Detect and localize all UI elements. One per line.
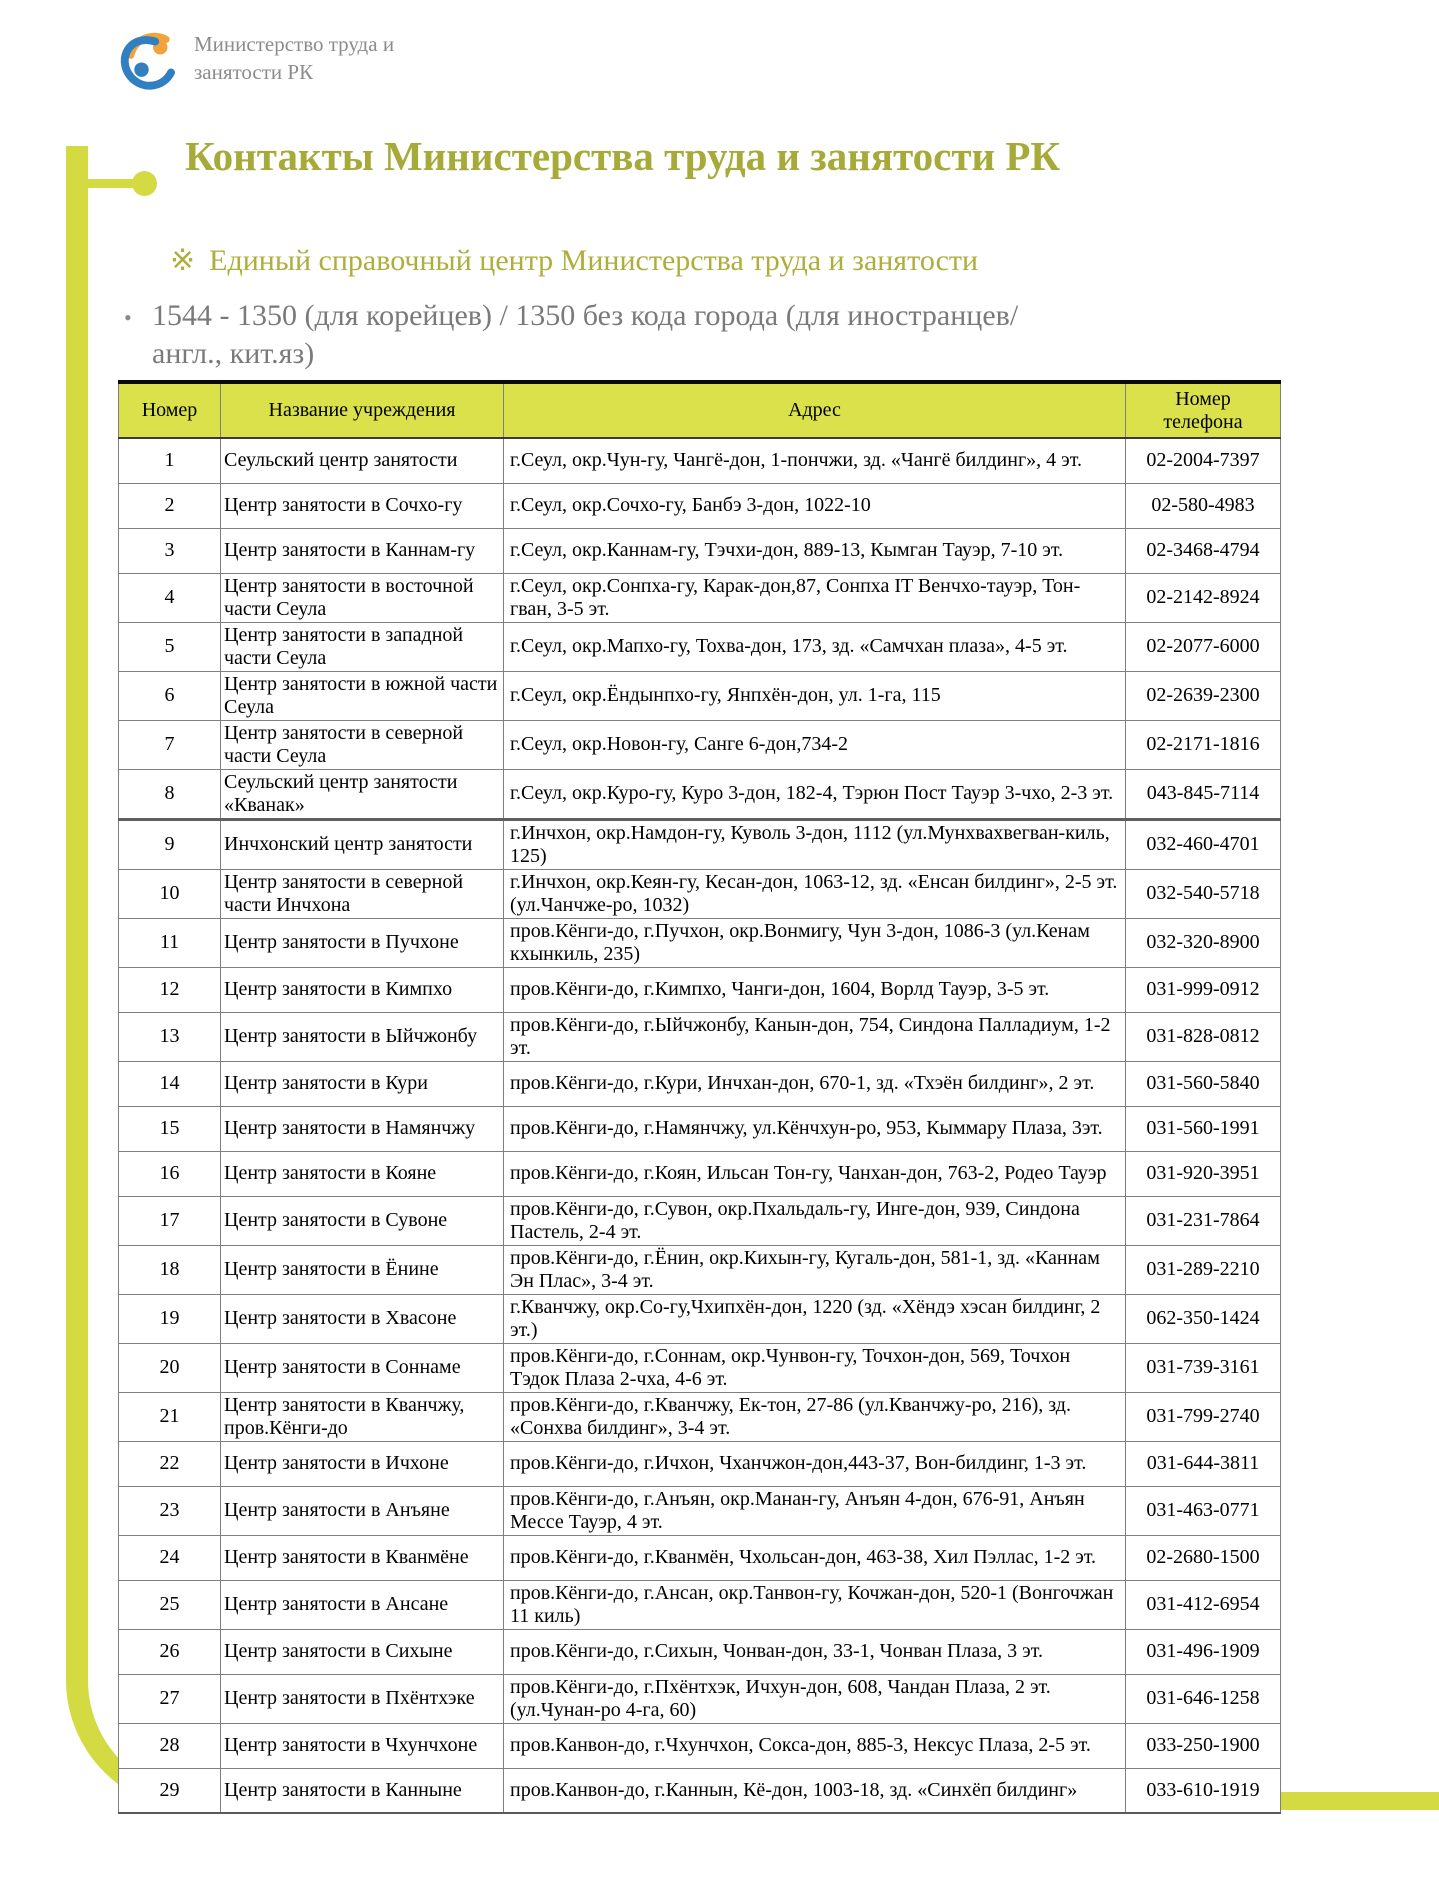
cell-phone: 062-350-1424 [1126,1294,1281,1343]
cell-number: 28 [119,1723,221,1768]
table-row [119,1245,1281,1294]
cell-phone: 02-2171-1816 [1126,720,1281,769]
table-row [119,1196,1281,1245]
cell-address: пров.Кёнги-до, г.Соннам, окр.Чунвон-гу, Точхон-дон, 569, Точхон Тэдок Плаза 2-чха, 4-6 эт. [504,1343,1126,1392]
subtitle [170,243,1320,278]
cell-name: Центр занятости в северной части Инчхона [221,869,504,918]
cell-phone: 031-231-7864 [1126,1196,1281,1245]
cell-address: пров.Кёнги-до, г.Коян, Ильсан Тон-гу, Чанхан-дон, 763-2, Родео Тауэр [504,1151,1126,1196]
table-row [119,769,1281,819]
table-row [119,622,1281,671]
cell-address: г.Сеул, окр.Ёндынпхо-гу, Янпхён-дон, ул. 1-га, 115 [504,671,1126,720]
cell-phone: 031-463-0771 [1126,1486,1281,1535]
table-row [119,1723,1281,1768]
cell-number: 14 [119,1061,221,1106]
cell-name: Центр занятости в Пучхоне [221,918,504,967]
cell-phone: 02-3468-4794 [1126,528,1281,573]
cell-phone: 043-845-7114 [1126,769,1281,819]
cell-phone: 032-320-8900 [1126,918,1281,967]
table-row [119,1012,1281,1061]
cell-number: 23 [119,1486,221,1535]
cell-name: Центр занятости в западной части Сеула [221,622,504,671]
cell-phone: 031-560-5840 [1126,1061,1281,1106]
cell-address: г.Инчхон, окр.Намдон-гу, Куволь 3-дон, 1112 (ул.Мунхвахвегван-киль, 125) [504,819,1126,869]
table-row [119,1106,1281,1151]
cell-address: г.Сеул, окр.Чун-гу, Чангё-дон, 1-пончжи, зд. «Чангё билдинг», 4 эт. [504,438,1126,483]
cell-name: Центр занятости в Кванчжу, пров.Кёнги-до [221,1392,504,1441]
cell-phone: 031-560-1991 [1126,1106,1281,1151]
table-row [119,967,1281,1012]
table-row [119,1441,1281,1486]
table-row [119,720,1281,769]
cell-number: 7 [119,720,221,769]
cell-name: Центр занятости в Пхёнтхэке [221,1674,504,1723]
cell-phone: 031-739-3161 [1126,1343,1281,1392]
cell-number: 1 [119,438,221,483]
cell-phone: 02-2142-8924 [1126,573,1281,622]
cell-number: 24 [119,1535,221,1580]
cell-phone: 032-460-4701 [1126,819,1281,869]
cell-address: г.Сеул, окр.Сонпха-гу, Карак-дон,87, Сонпха IT Венчхо-тауэр, Тон-гван, 3-5 эт. [504,573,1126,622]
cell-address: пров.Кёнги-до, г.Намянчжу, ул.Кёнчхун-ро, 953, Кыммару Плаза, 3эт. [504,1106,1126,1151]
cell-name: Центр занятости в Анъяне [221,1486,504,1535]
cell-name: Центр занятости в Ёнине [221,1245,504,1294]
cell-address: пров.Кёнги-до, г.Кванмён, Чхольсан-дон, 463-38, Хил Пэллас, 1-2 эт. [504,1535,1126,1580]
column-header-phone: Номер телефона [1126,382,1281,438]
cell-name: Центр занятости в Сочхо-гу [221,483,504,528]
cell-name: Центр занятости в Ансане [221,1580,504,1629]
cell-address: пров.Кёнги-до, г.Пхёнтхэк, Ичхун-дон, 608, Чандан Плаза, 2 эт. (ул.Чунан-ро 4-га, 60) [504,1674,1126,1723]
hotline-text: 1544 - 1350 (для корейцев) / 1350 без кода города (для иностранцев/ англ., кит.яз) [152,299,1019,370]
cell-address: пров.Кёнги-до, г.Анъян, окр.Манан-гу, Анъян 4-дон, 676-91, Анъян Мессе Тауэр, 4 эт. [504,1486,1126,1535]
cell-address: пров.Кёнги-до, г.Ёнин, окр.Кихын-гу, Кугаль-дон, 581-1, зд. «Каннам Эн Плас», 3-4 эт. [504,1245,1126,1294]
cell-address: пров.Кёнги-до, г.Ичхон, Чханчжон-дон,443-37, Вон-билдинг, 1-3 эт. [504,1441,1126,1486]
cell-name: Центр занятости в Канныне [221,1768,504,1813]
cell-name: Центр занятости в южной части Сеула [221,671,504,720]
cell-name: Центр занятости в восточной части Сеула [221,573,504,622]
cell-name: Центр занятости в Кояне [221,1151,504,1196]
cell-phone: 02-2077-6000 [1126,622,1281,671]
table-row [119,1674,1281,1723]
ministry-logo [112,22,394,100]
cell-phone: 031-412-6954 [1126,1580,1281,1629]
table-row [119,1629,1281,1674]
cell-address: пров.Кёнги-до, г.Ыйчжонбу, Канын-дон, 754, Синдона Палладиум, 1-2 эт. [504,1012,1126,1061]
cell-name: Центр занятости в Кимпхо [221,967,504,1012]
table-row [119,869,1281,918]
cell-phone: 031-496-1909 [1126,1629,1281,1674]
cell-address: г.Инчхон, окр.Кеян-гу, Кесан-дон, 1063-12, зд. «Енсан билдинг», 2-5 эт. (ул.Чанчже-ро, 1032) [504,869,1126,918]
cell-phone: 031-289-2210 [1126,1245,1281,1294]
table-row [119,1535,1281,1580]
table-row [119,1294,1281,1343]
cell-name: Центр занятости в Чхунчхоне [221,1723,504,1768]
cell-name: Инчхонский центр занятости [221,819,504,869]
cell-phone: 031-644-3811 [1126,1441,1281,1486]
cell-name: Сеульский центр занятости [221,438,504,483]
cell-number: 20 [119,1343,221,1392]
cell-number: 8 [119,769,221,819]
cell-number: 17 [119,1196,221,1245]
cell-name: Центр занятости в Ыйчжонбу [221,1012,504,1061]
cell-number: 18 [119,1245,221,1294]
cell-number: 13 [119,1012,221,1061]
cell-number: 3 [119,528,221,573]
contacts-table-wrapper [118,380,1281,1814]
cell-number: 5 [119,622,221,671]
cell-address: пров.Кёнги-до, г.Сихын, Чонван-дон, 33-1, Чонван Плаза, 3 эт. [504,1629,1126,1674]
ministry-logo-text [194,30,394,86]
cell-phone: 032-540-5718 [1126,869,1281,918]
cell-address: пров.Кёнги-до, г.Пучхон, окр.Вонмигу, Чун 3-дон, 1086-3 (ул.Кенам кхынкиль, 235) [504,918,1126,967]
cell-address: г.Сеул, окр.Мапхо-гу, Тохва-дон, 173, зд. «Самчхан плаза», 4-5 эт. [504,622,1126,671]
cell-address: г.Сеул, окр.Новон-гу, Санге 6-дон,734-2 [504,720,1126,769]
contacts-table-body [119,438,1281,1813]
cell-phone: 02-580-4983 [1126,483,1281,528]
cell-address: г.Сеул, окр.Сочхо-гу, Банбэ 3-дон, 1022-10 [504,483,1126,528]
bullet-icon: • [124,305,132,330]
table-row [119,1580,1281,1629]
table-row [119,671,1281,720]
cell-phone: 02-2680-1500 [1126,1535,1281,1580]
table-row [119,573,1281,622]
table-row [119,1486,1281,1535]
cell-address: г.Кванчжу, окр.Со-гу,Чхипхён-дон, 1220 (зд. «Хёндэ хэсан билдинг, 2 эт.) [504,1294,1126,1343]
cell-number: 27 [119,1674,221,1723]
cell-phone: 02-2639-2300 [1126,671,1281,720]
cell-phone: 02-2004-7397 [1126,438,1281,483]
cell-number: 10 [119,869,221,918]
table-header-row [119,382,1281,438]
cell-number: 16 [119,1151,221,1196]
cell-name: Центр занятости в Кванмёне [221,1535,504,1580]
cell-number: 25 [119,1580,221,1629]
cell-number: 15 [119,1106,221,1151]
cell-name: Сеульский центр занятости «Кванак» [221,769,504,819]
cell-name: Центр занятости в Каннам-гу [221,528,504,573]
cell-name: Центр занятости в Намянчжу [221,1106,504,1151]
cell-name: Центр занятости в Хвасоне [221,1294,504,1343]
cell-phone: 031-799-2740 [1126,1392,1281,1441]
cell-phone: 031-920-3951 [1126,1151,1281,1196]
table-row [119,918,1281,967]
accent-connector-line [86,179,138,188]
ministry-logo-icon [112,22,184,100]
cell-address: пров.Кёнги-до, г.Ансан, окр.Танвон-гу, Кочжан-дон, 520-1 (Вонгочжан 11 киль) [504,1580,1126,1629]
cell-name: Центр занятости в Соннаме [221,1343,504,1392]
cell-phone: 031-646-1258 [1126,1674,1281,1723]
cell-address: г.Сеул, окр.Каннам-гу, Тэчхи-дон, 889-13, Кымган Тауэр, 7-10 эт. [504,528,1126,573]
cell-address: пров.Кёнги-до, г.Кури, Инчхан-дон, 670-1, зд. «Тхэён билдинг», 2 эт. [504,1061,1126,1106]
logo-text-line1: Министерство труда и [194,32,395,56]
cell-address: пров.Кёнги-до, г.Кимпхо, Чанги-дон, 1604, Ворлд Тауэр, 3-5 эт. [504,967,1126,1012]
reference-mark-icon: ※ [170,244,196,277]
cell-number: 11 [119,918,221,967]
table-row [119,1151,1281,1196]
cell-address: пров.Канвон-до, г.Чхунчхон, Сокса-дон, 885-3, Нексус Плаза, 2-5 эт. [504,1723,1126,1768]
table-row [119,1061,1281,1106]
table-row [119,483,1281,528]
cell-number: 29 [119,1768,221,1813]
accent-bullet-dot [132,171,157,196]
cell-phone: 033-250-1900 [1126,1723,1281,1768]
logo-text-line2: занятости РК [194,60,314,84]
cell-number: 2 [119,483,221,528]
cell-number: 9 [119,819,221,869]
table-row [119,438,1281,483]
cell-phone: 033-610-1919 [1126,1768,1281,1813]
cell-number: 12 [119,967,221,1012]
cell-phone: 031-828-0812 [1126,1012,1281,1061]
cell-number: 4 [119,573,221,622]
cell-number: 22 [119,1441,221,1486]
cell-number: 19 [119,1294,221,1343]
cell-number: 21 [119,1392,221,1441]
cell-phone: 031-999-0912 [1126,967,1281,1012]
table-row [119,819,1281,869]
table-row [119,1343,1281,1392]
page-title: Контакты Министерства труда и занятости РК [185,133,1061,179]
cell-address: г.Сеул, окр.Куро-гу, Куро 3-дон, 182-4, Тэрюн Пост Тауэр 3-чхо, 2-3 эт. [504,769,1126,819]
cell-name: Центр занятости в Сувоне [221,1196,504,1245]
cell-name: Центр занятости в Ичхоне [221,1441,504,1486]
cell-address: пров.Кёнги-до, г.Сувон, окр.Пхальдаль-гу, Инге-дон, 939, Синдона Пастель, 2-4 эт. [504,1196,1126,1245]
cell-address: пров.Канвон-до, г.Каннын, Кё-дон, 1003-18, зд. «Синхёп билдинг» [504,1768,1126,1813]
table-row [119,528,1281,573]
table-row [119,1768,1281,1813]
cell-number: 26 [119,1629,221,1674]
cell-name: Центр занятости в Кури [221,1061,504,1106]
contacts-table [118,380,1281,1814]
cell-number: 6 [119,671,221,720]
cell-name: Центр занятости в Сихыне [221,1629,504,1674]
column-header-institution: Название учреждения [221,382,504,438]
column-header-address: Адрес [504,382,1126,438]
column-header-number: Номер [119,382,221,438]
hotline-item [122,297,1112,373]
subtitle-text: Единый справочный центр Министерства труда и занятости [209,244,979,277]
table-row [119,1392,1281,1441]
cell-address: пров.Кёнги-до, г.Кванчжу, Ек-тон, 27-86 (ул.Кванчжу-ро, 216), зд. «Сонхва билдинг», 3-4 эт. [504,1392,1126,1441]
cell-name: Центр занятости в северной части Сеула [221,720,504,769]
